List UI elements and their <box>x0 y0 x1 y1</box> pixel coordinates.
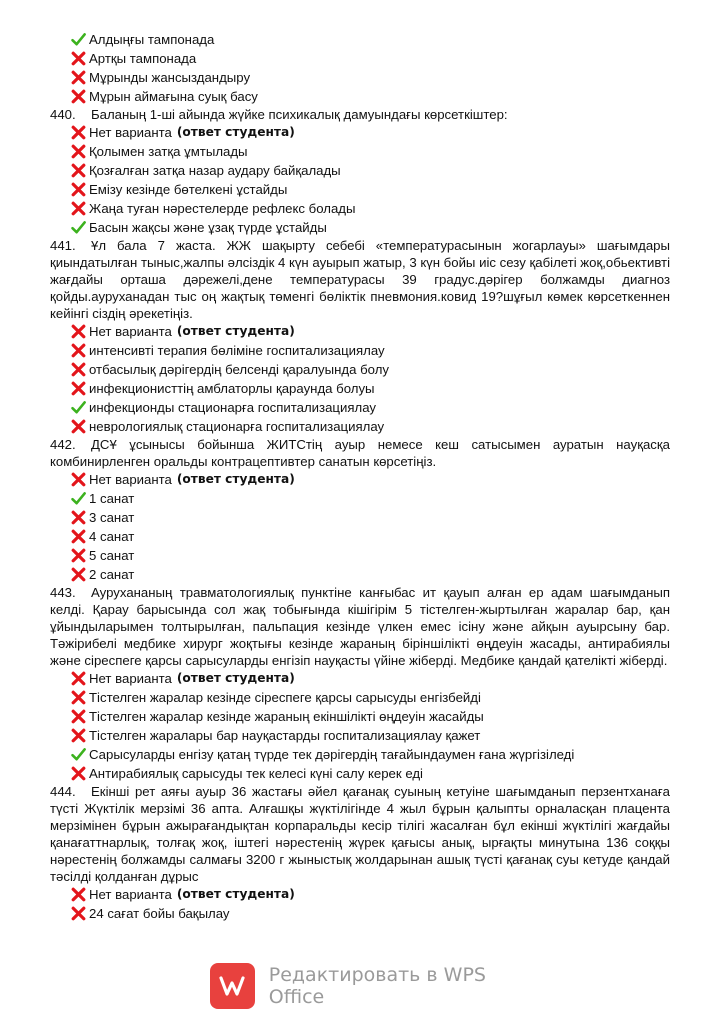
student-answer-label: (ответ студента) <box>176 887 295 901</box>
option-text: неврологиялық стационарға госпитализациялау <box>89 419 385 434</box>
cross-icon <box>70 566 87 583</box>
option-text: Нет варианта <box>89 125 172 140</box>
question-text <box>50 584 670 669</box>
answer-option <box>70 726 670 745</box>
cross-icon <box>70 342 87 359</box>
option-text: Нет варианта <box>89 671 172 686</box>
wps-edit-button[interactable] <box>210 962 540 1010</box>
document-page <box>50 30 670 923</box>
option-text: Сарысуларды енгізу қатаң түрде тек дәрігердің тағайындаумен ғана жүргізіледі <box>89 747 575 762</box>
answer-option <box>70 180 670 199</box>
check-icon <box>70 490 87 507</box>
option-text: Емізу кезінде бөтелкені ұстайды <box>89 182 288 197</box>
option-text: инфекционды стационарға госпитализациялау <box>89 400 376 415</box>
cross-icon <box>70 670 87 687</box>
check-icon <box>70 31 87 48</box>
cross-icon <box>70 708 87 725</box>
question-text <box>50 237 670 322</box>
option-text: Қолымен затқа ұмтылады <box>89 144 248 159</box>
question-number: 443. <box>50 585 76 600</box>
option-text: Тістелген жаралары бар науқастарды госпитализациялау қажет <box>89 728 481 743</box>
wps-logo-icon <box>210 963 255 1009</box>
option-text: Нет варианта <box>89 887 172 902</box>
cross-icon <box>70 162 87 179</box>
option-text: интенсивті терапия бөліміне госпитализациялау <box>89 343 385 358</box>
question-number: 440. <box>50 107 76 122</box>
answer-option <box>70 123 670 142</box>
student-answer-label: (ответ студента) <box>176 324 295 338</box>
cross-icon <box>70 88 87 105</box>
cross-icon <box>70 547 87 564</box>
question-body: Аурухананың травматологиялық пунктіне канғыбас ит қауып алған ер адам шағымданып келді. Қарау барысында сол жақ тобығында кішігірім 5 тістелген-жыртылған жаралар бар, қан ұйындыларымен толтырылған, пальпация кезінде үлкен емес ісіну және айқын ауырсыну бар. Тәжірибелі медбике хирург жоқтығы кезінде жараның біріншілікті өңдеуін жасады, антирабиялы және сіреспеге қарсы сарысуларды енгізіп науқасты үйіне жіберді. Медбике қандай қателікті жіберді. <box>50 585 670 668</box>
question-text <box>50 783 670 885</box>
student-answer-label: (ответ студента) <box>176 671 295 685</box>
cross-icon <box>70 181 87 198</box>
option-text: Алдыңғы тампонада <box>89 32 215 47</box>
cross-icon <box>70 69 87 86</box>
question-block <box>50 106 670 237</box>
question-number: 442. <box>50 437 76 452</box>
check-icon <box>70 399 87 416</box>
wps-edit-label: Редактировать в WPS Office <box>268 964 486 1008</box>
question-number: 444. <box>50 784 76 799</box>
option-text: Мұрын аймағына суық басу <box>89 89 258 104</box>
cross-icon <box>70 200 87 217</box>
option-text: 24 сағат бойы бақылау <box>89 906 230 921</box>
cross-icon <box>70 509 87 526</box>
student-answer-label: (ответ студента) <box>176 125 295 139</box>
check-icon <box>70 746 87 763</box>
answer-option <box>70 470 670 489</box>
cross-icon <box>70 124 87 141</box>
option-text: Артқы тампонада <box>89 51 197 66</box>
question-body: Баланың 1-ші айында жүйке психикалық дамуындағы көрсеткіштер: <box>91 107 508 122</box>
option-text: 3 санат <box>89 510 135 525</box>
answer-option <box>70 87 670 106</box>
option-text: инфекционисттің амблаторлы қараунда болуы <box>89 381 375 396</box>
answer-option <box>70 565 670 584</box>
cross-icon <box>70 471 87 488</box>
option-text: Тістелген жаралар кезінде жараның екіншілікті өңдеуін жасайды <box>89 709 484 724</box>
answer-option <box>70 161 670 180</box>
option-text: Антирабиялық сарысуды тек келесі күні салу керек еді <box>89 766 423 781</box>
answer-option <box>70 379 670 398</box>
student-answer-label: (ответ студента) <box>176 472 295 486</box>
cross-icon <box>70 528 87 545</box>
answer-option <box>70 885 670 904</box>
answer-option <box>70 142 670 161</box>
answer-option <box>70 341 670 360</box>
cross-icon <box>70 361 87 378</box>
answer-option <box>70 68 670 87</box>
option-text: Тістелген жаралар кезінде сіреспеге қарсы сарысуды енгізбейді <box>89 690 481 705</box>
answer-option <box>70 30 670 49</box>
cross-icon <box>70 380 87 397</box>
option-text: Мұрынды жансыздандыру <box>89 70 251 85</box>
cross-icon <box>70 905 87 922</box>
answer-option <box>70 322 670 341</box>
option-text: Басын жақсы және ұзақ түрде ұстайды <box>89 220 327 235</box>
check-icon <box>70 219 87 236</box>
option-text: 5 санат <box>89 548 135 563</box>
question-block <box>50 783 670 923</box>
question-text <box>50 436 670 470</box>
cross-icon <box>70 418 87 435</box>
option-text: 4 санат <box>89 529 135 544</box>
answer-option <box>70 527 670 546</box>
answer-option <box>70 764 670 783</box>
answer-option <box>70 546 670 565</box>
question-body: Ұл бала 7 жаста. ЖЖ шақырту себебі «температурасынын жогарлауы» шағымдары қиындатылған тыныс,жалпы әлсіздік 4 күн ауырып жатыр, 3 күн бойы иіс сезу қабілеті жоқ,обьективті жағдайы орташа дәрежелі,дене температурасы 39 градус.дәрігер болжамды диагноз қойды.ауруханадан тыс оң жақтық төменгі бөліктік пневмония.ковид 19?шұғыл көмек көрсеткеннен кейінгі сіздің әрекетіңіз. <box>50 238 670 321</box>
option-text: Нет варианта <box>89 324 172 339</box>
question-body: ДСҰ ұсынысы бойынша ЖИТСтің ауыр немесе кеш сатысымен ауратын науқасқа комбинирленген оральды контрацептивтер санатын көрсетіңіз. <box>50 437 670 469</box>
cross-icon <box>70 689 87 706</box>
option-text: отбасылық дәрігердің белсенді қаралуында болу <box>89 362 389 377</box>
answer-option <box>70 218 670 237</box>
question-block <box>50 237 670 436</box>
question-list <box>50 106 670 923</box>
answer-option <box>70 669 670 688</box>
option-text: Жаңа туған нәрестелерде рефлекс болады <box>89 201 356 216</box>
cross-icon <box>70 323 87 340</box>
answer-option <box>70 745 670 764</box>
previous-question-options <box>50 30 670 106</box>
answer-option <box>70 688 670 707</box>
answer-option <box>70 707 670 726</box>
cross-icon <box>70 727 87 744</box>
answer-option <box>70 417 670 436</box>
option-text: 2 санат <box>89 567 135 582</box>
question-number: 441. <box>50 238 76 253</box>
cross-icon <box>70 50 87 67</box>
answer-option <box>70 49 670 68</box>
cross-icon <box>70 765 87 782</box>
option-text: Нет варианта <box>89 472 172 487</box>
question-body: Екінші рет аяғы ауыр 36 жастағы әйел қағанақ суының кетуіне шағымданып перзентханаға түсті Жүктілік мерзімі 36 апта. Алғашқы жүктілігінде 4 жыл бұрын қалыпты орналасқан плацента мерзімінен бұрын ажырағандықтан корпаральды кесір тілігі жасалған бұл екінші жүктілігі жағдайы қанағаттнарлық, толғақ жоқ, іштегі нәрестенің жүрек қағысы анық, ырғақты минутына 136 соққы нәрестенің болжамды салмағы 3200 г жыныстық жолдарынан ашық түсті қағанақ суы кетуде қандай тәсілді қолданған дұрыс <box>50 784 670 884</box>
answer-option <box>70 199 670 218</box>
cross-icon <box>70 886 87 903</box>
option-text: 1 санат <box>89 491 135 506</box>
answer-option <box>70 360 670 379</box>
question-block <box>50 436 670 584</box>
answer-option <box>70 398 670 417</box>
cross-icon <box>70 143 87 160</box>
option-text: Қозғалған затқа назар аудару байқалады <box>89 163 341 178</box>
answer-option <box>70 904 670 923</box>
answer-option <box>70 489 670 508</box>
answer-option <box>70 508 670 527</box>
question-block <box>50 584 670 783</box>
question-text <box>50 106 670 123</box>
